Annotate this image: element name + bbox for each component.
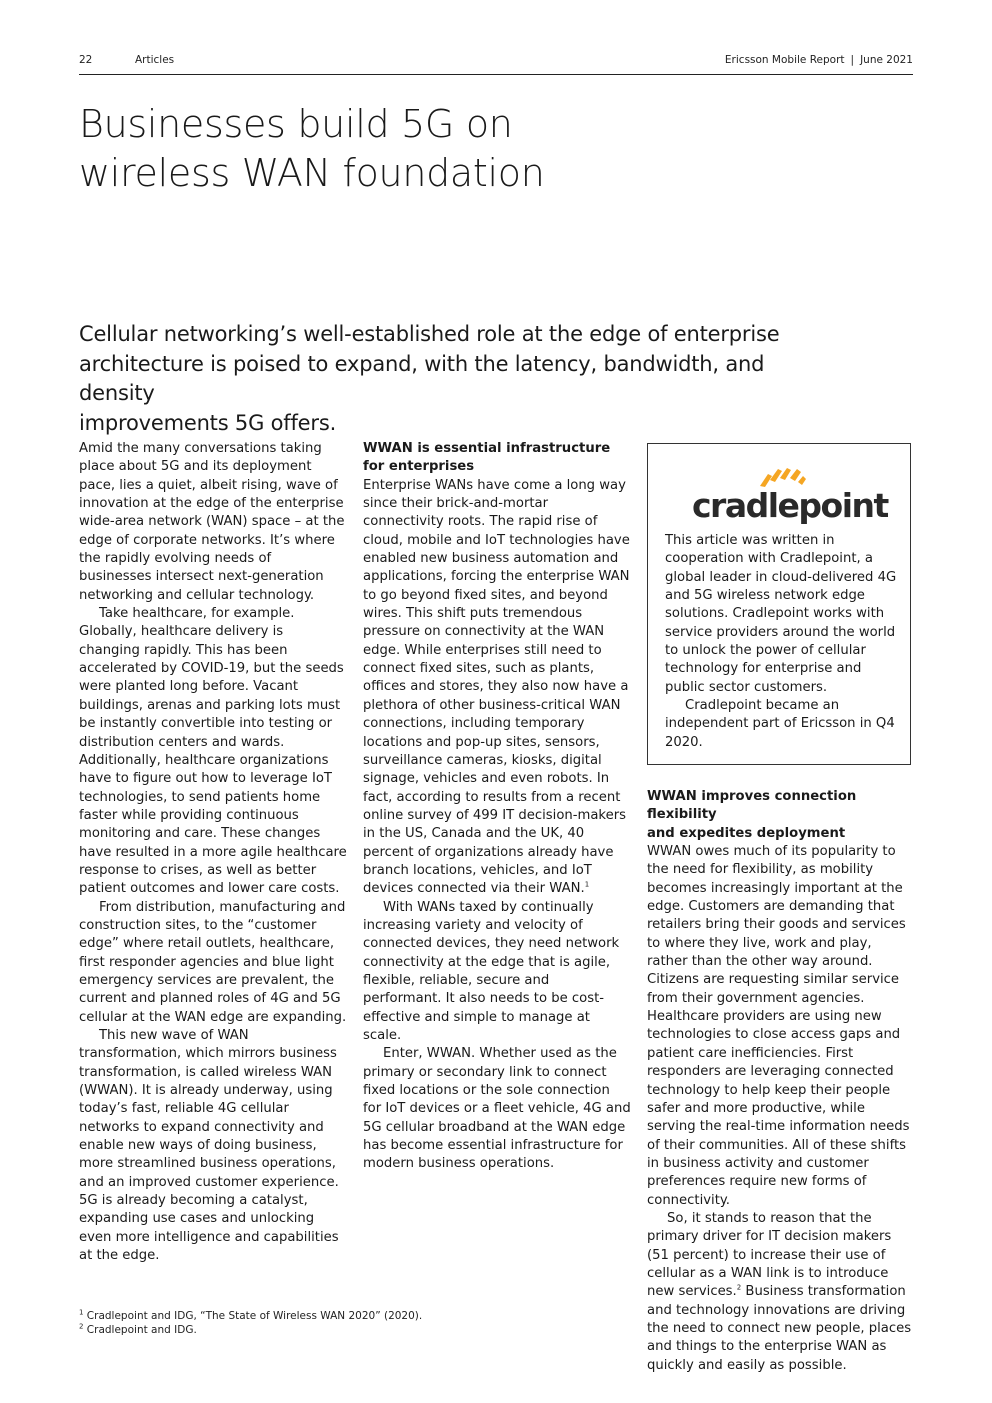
logo-wordmark: cradlepoint bbox=[692, 486, 888, 525]
paragraph: Enter, WWAN. Whether used as the primary or secondary link to connect fixed locations or the sole connection for IoT devices or a fleet vehicle, 4G and 5G cellular broadband at the WAN edge has become essential infrastructure for modern business operations. bbox=[363, 1046, 631, 1172]
publication-name: Ericsson Mobile Report bbox=[724, 54, 845, 66]
lead-line: architecture is poised to expand, with the latency, bandwidth, and density bbox=[79, 351, 765, 405]
page-number: 22 bbox=[79, 54, 93, 66]
section-label: Articles bbox=[135, 54, 175, 66]
paragraph: This new wave of WAN transformation, which mirrors business transformation, is called wireless WAN (WWAN). It is already underway, using today’s fast, reliable 4G cellular networks to expand connectivity and enable new ways of doing business, more streamlined business operations, and an improved customer experience. 5G is already becoming a catalyst, expanding use cases and unlocking even more intelligence and capabilities at the edge. bbox=[79, 1028, 339, 1264]
paragraph: Take healthcare, for example. Globally, healthcare delivery is changing rapidly. This has been accelerated by COVID-19, but the seeds were planted long before. Vacant buildings, arenas and parking lots must be instantly convertible into testing or distribution centers and wards. Additionally, healthcare organizations have to figure out how to leverage IoT technologies, to send patients home faster while providing continuous monitoring and care. These changes have resulted in a more agile healthcare response to crises, as well as better patient outcomes and lower care costs. bbox=[79, 606, 347, 897]
section-heading: WWAN is essential infrastructure for enterprises bbox=[363, 441, 611, 475]
lead-line: improvements 5G offers. bbox=[79, 410, 337, 435]
column-2 bbox=[363, 440, 631, 1174]
section-heading: WWAN improves connection flexibility and expedites deployment bbox=[647, 789, 857, 841]
sponsor-box bbox=[647, 443, 911, 765]
cradlepoint-arcs-icon bbox=[758, 466, 806, 488]
page-header bbox=[79, 52, 913, 75]
paragraph: From distribution, manufacturing and construction sites, to the “customer edge” where retail outlets, healthcare, first responder agencies and blue light emergency services are prevalent, the current and planned roles of 4G and 5G cellular at the WAN edge are expanding. bbox=[79, 899, 347, 1025]
paragraph: This article was written in cooperation with Cradlepoint, a global leader in cloud-delivered 4G and 5G wireless network edge solutions. Cradlepoint works with service providers around the world to unlock the power of cellular technology for enterprise and public sector customers. bbox=[665, 533, 897, 695]
paragraph: WWAN owes much of its popularity to the need for flexibility, as mobility becomes increasingly important at the edge. Customers are demanding that retailers bring their goods and services to where they live, work and play, rather than the other way around. Citizens are requesting similar service from their government agencies. Healthcare providers are using new technologies to close access gaps and patient care inefficiencies. First responders are leveraging connected technology to help keep their people safer and more productive, while serving the real-time information needs of their communities. All of these shifts in business activity and customer preferences require new forms of connectivity. bbox=[647, 844, 910, 1208]
title-line: wireless WAN foundation bbox=[79, 151, 545, 195]
footnote-ref: 2 bbox=[736, 1283, 742, 1292]
paragraph: With WANs taxed by continually increasing variety and velocity of connected devices, they need network connectivity at the edge that is agile, flexible, reliable, secure and performant. It also needs to be cost-effective and simple to manage at scale. bbox=[363, 899, 620, 1043]
column-1 bbox=[79, 440, 347, 1265]
paragraph: So, it stands to reason that the primary driver for IT decision makers (51 percent) to increase their use of cellular as a WAN link is to introduce new services.$^2$ Business transformation and technology innovations are driving the need to connect new people, places and things to the enterprise WAN as quickly and easily as possible. bbox=[647, 1210, 912, 1373]
paragraph: Enterprise WANs have come a long way since their brick-and-mortar connectivity roots. The rapid rise of cloud, mobile and IoT technologies have enabled new business automation and applications, forcing the enterprise WAN to go beyond fixed sites, and beyond wires. This shift puts tremendous pressure on connectivity at the WAN edge. While enterprises still need to connect fixed sites, such as plants, offices and stores, they also now have a plethora of other business-critical WAN connections, including temporary locations and pop-up sites, sensors, surveillance cameras, kiosks, digital signage, vehicles and even robots. In fact, according to results from a recent online survey of 499 IT decision-makers in the US, Canada and the UK, 40 percent of organizations already have branch locations, vehicles, and IoT devices connected via their WAN.$^1$ bbox=[363, 477, 630, 897]
paragraph: Amid the many conversations taking place about 5G and its deployment pace, lies a quiet, albeit rising, wave of innovation at the edge of the enterprise wide-area network (WAN) space – at the edge of corporate networks. It’s where the rapidly evolving needs of businesses intersect next-generation networking and cellular technology. bbox=[79, 441, 345, 603]
footnote: $^1$ Cradlepoint and IDG, “The State of Wireless WAN 2020” (2020). bbox=[79, 1308, 423, 1322]
sponsor-text bbox=[665, 532, 900, 752]
footnote: $^2$ Cradlepoint and IDG. bbox=[79, 1322, 197, 1336]
cradlepoint-logo bbox=[692, 466, 888, 528]
paragraph: Cradlepoint became an independent part of Ericsson in Q4 2020. bbox=[665, 698, 895, 750]
publication-info: Ericsson Mobile Report | June 2021 bbox=[724, 54, 913, 66]
footnote-ref: 1 bbox=[584, 880, 590, 889]
title-line: Businesses build 5G on bbox=[79, 102, 513, 146]
publication-date: June 2021 bbox=[860, 54, 913, 66]
article-lead bbox=[79, 320, 839, 438]
footnotes bbox=[79, 1309, 422, 1337]
column-3 bbox=[647, 788, 915, 1375]
lead-line: Cellular networking’s well-established role at the edge of enterprise bbox=[79, 322, 780, 346]
article-title bbox=[79, 100, 639, 198]
